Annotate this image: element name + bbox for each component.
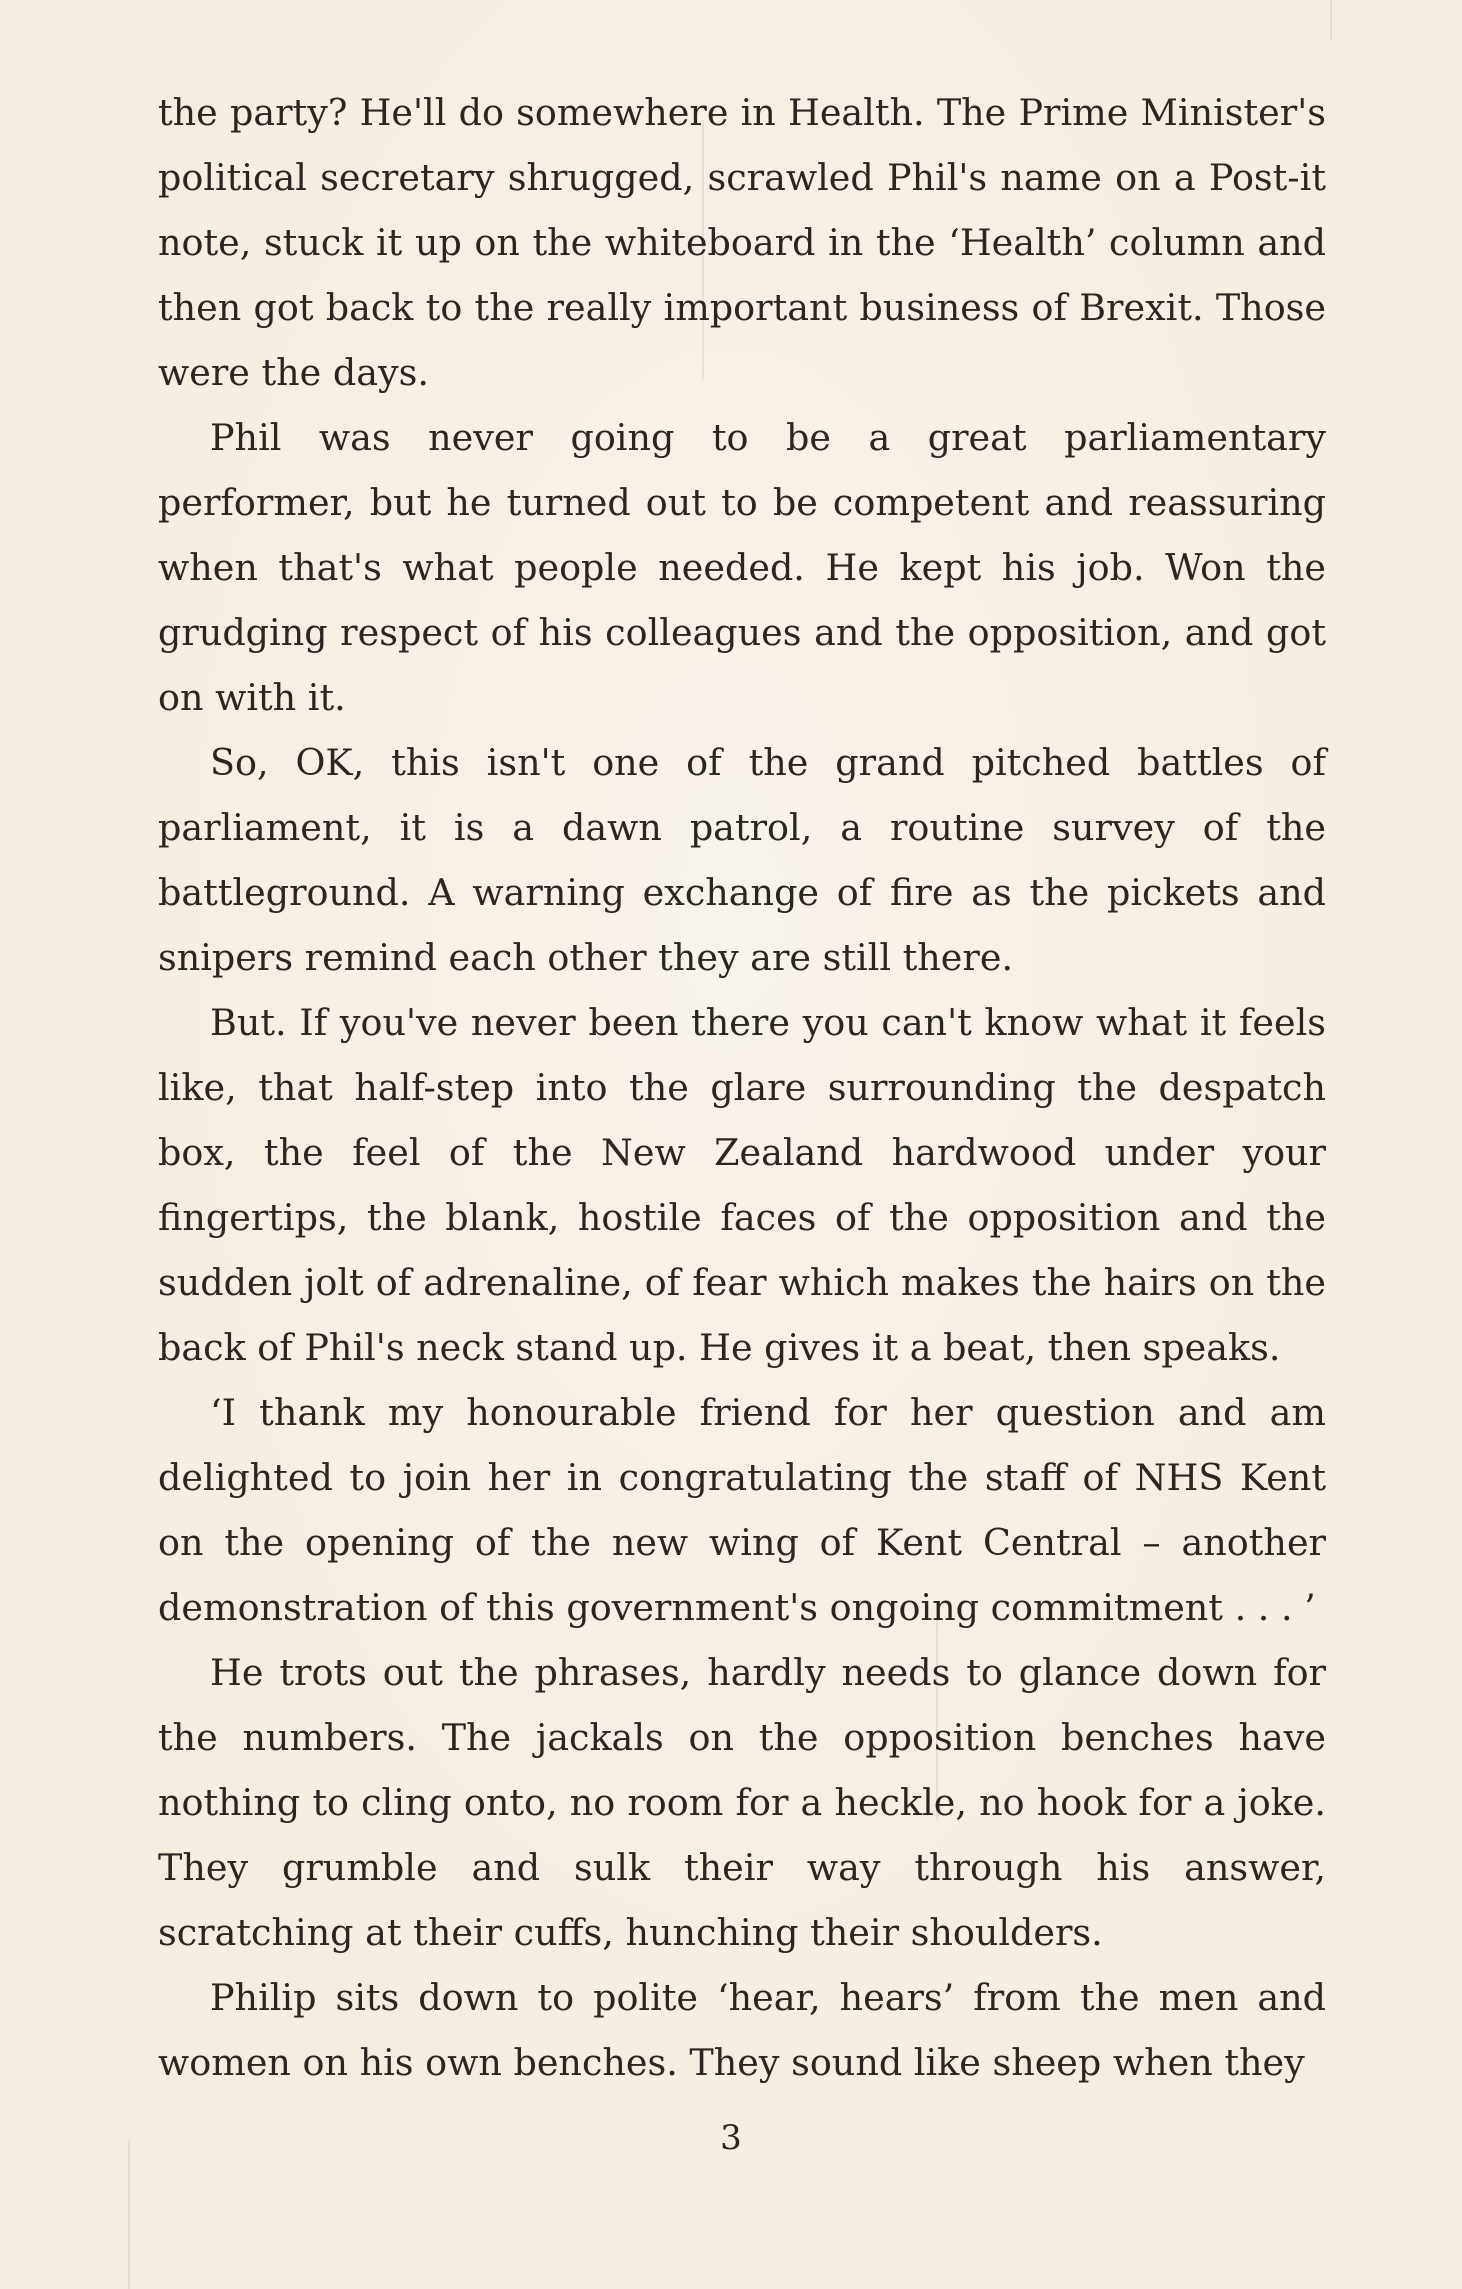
paragraph: the party? He'll do somewhere in Health. The Prime Minister's political secretary shrugged, scrawled Phil's name on a Post-it note, stuck it up on the whiteboard in the ‘Health’ column and then got back to the really important business of Brexit. Those were the days. xyxy=(158,91,1326,394)
show-through-mark xyxy=(1330,0,1332,40)
body-text xyxy=(158,80,1326,2095)
show-through-mark xyxy=(128,2140,130,2289)
paragraph: He trots out the phrases, hardly needs to glance down for the numbers. The jackals on the opposition benches have nothing to cling onto, no room for a heckle, no hook for a joke. They grumble and sulk their way through his answer, scratching at their cuffs, hunching their shoulders. xyxy=(158,1651,1326,1954)
paragraph: But. If you've never been there you can't know what it feels like, that half-step into the glare surrounding the despatch box, the feel of the New Zealand hardwood under your fingertips, the blank, hostile faces of the opposition and the sudden jolt of adrenaline, of fear which makes the hairs on the back of Phil's neck stand up. He gives it a beat, then speaks. xyxy=(158,1001,1326,1369)
paragraph: Phil was never going to be a great parliamentary performer, but he turned out to be competent and reassuring when that's what people needed. He kept his job. Won the grudging respect of his colleagues and the opposition, and got on with it. xyxy=(158,416,1326,719)
paragraph: ‘I thank my honourable friend for her question and am delighted to join her in congratulating the staff of NHS Kent on the opening of the new wing of Kent Central – another demonstration of this government's ongoing commitment . . . ’ xyxy=(158,1391,1326,1629)
paragraph: Philip sits down to polite ‘hear, hears’ from the men and women on his own benches. They sound like sheep when they xyxy=(158,1976,1326,2084)
paragraph: So, OK, this isn't one of the grand pitched battles of parliament, it is a dawn patrol, a routine survey of the battleground. A warning exchange of fire as the pickets and snipers remind each other they are still there. xyxy=(158,741,1326,979)
page-number: 3 xyxy=(720,2118,742,2158)
